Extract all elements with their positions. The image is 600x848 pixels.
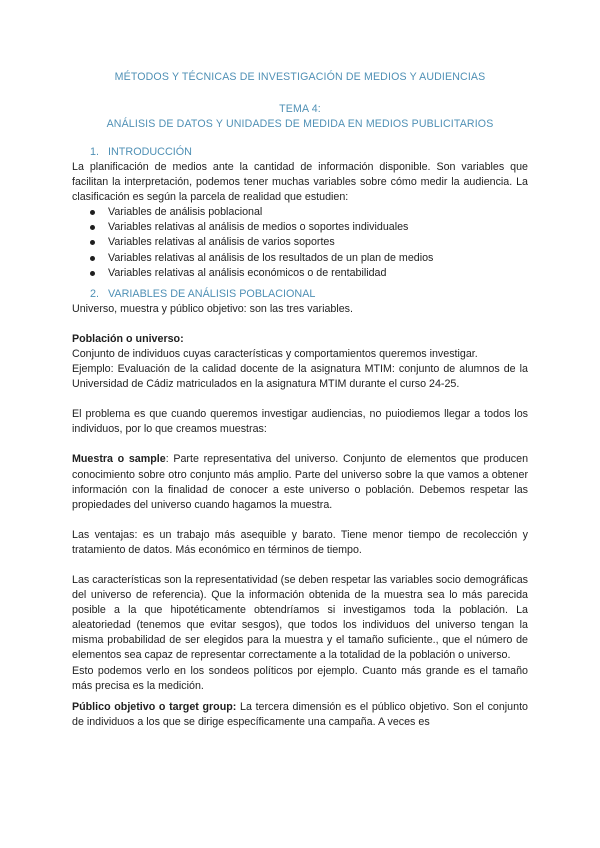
section-2-title: VARIABLES DE ANÁLISIS POBLACIONAL bbox=[108, 287, 316, 300]
course-title: MÉTODOS Y TÉCNICAS DE INVESTIGACIÓN DE MEDIOS Y AUDIENCIAS bbox=[114, 71, 486, 83]
list-item: Variables relativas al análisis económicos o de rentabilidad bbox=[72, 266, 528, 281]
list-item: Variables de análisis poblacional bbox=[72, 205, 528, 220]
poblacion-example: Ejemplo: Evaluación de la calidad docente de la asignatura MTIM: conjunto de alumnos de la Universidad de Cádiz matriculados en la asignatura MTIM durante el curso 24-25. bbox=[72, 363, 528, 391]
bullet-icon bbox=[90, 256, 95, 261]
section-1-number: 1. bbox=[90, 146, 100, 158]
section-2-number: 2. bbox=[90, 287, 100, 300]
poblacion-label: Población o universo: bbox=[72, 332, 184, 345]
publico-paragraph bbox=[72, 700, 528, 730]
bullet-icon bbox=[90, 271, 95, 276]
section-2-heading bbox=[72, 287, 528, 302]
caracteristicas-paragraph: Las características son la representatividad (se deben respetar las variables socio demográficas del universo de referencia). Que la información obtenida de la muestra sea lo más parecida posible a la que hipotéticamente obtendríamos si investigamos toda la población. La aleatoriedad (tenemos que evitar sesgos), que todos los individuos del universo tengan la misma probabilidad de ser elegidos para la muestra y el tamaño suficiente., que el número de elementos sea capaz de representar correctamente a la totalidad de la población o universo. bbox=[72, 573, 528, 662]
bullet-icon bbox=[90, 225, 95, 230]
list-item: Variables relativas al análisis de los resultados de un plan de medios bbox=[72, 251, 528, 266]
poblacion-definition: Conjunto de individuos cuyas características y comportamientos queremos investigar. bbox=[72, 347, 478, 360]
section-1-heading bbox=[72, 145, 528, 160]
section-1-title: INTRODUCCIÓN bbox=[108, 146, 192, 158]
muestra-text: : Parte representativa del universo. Conjunto de elementos que producen conocimiento sobre otro conjunto más amplio. Parte del universo sobre la que vamos a obtener información con la finalidad de conocer a este universo o población. Debemos respetar las propiedades del universo cuando hagamos la muestra. bbox=[72, 453, 529, 511]
topic-label: TEMA 4: bbox=[279, 103, 321, 115]
poblacion-paragraph bbox=[72, 332, 528, 347]
section-1-intro: La planificación de medios ante la cantidad de información disponible. Son variables que facilitan la interpretación, podemos tener muchas variables sobre cómo medir la audiencia. La clasificación es según la parcela de realidad que estudien: bbox=[72, 161, 528, 204]
problema-paragraph: El problema es que cuando queremos investigar audiencias, no puiodiemos llegar a todos los individuos, por lo que creamos muestras: bbox=[72, 408, 528, 436]
list-item: Variables relativas al análisis de varios soportes bbox=[72, 235, 528, 250]
bullet-icon bbox=[90, 210, 95, 215]
muestra-paragraph bbox=[72, 452, 528, 512]
publico-label: Público objetivo o target group: bbox=[72, 700, 237, 713]
sondeos-paragraph: Esto podemos verlo en los sondeos políticos por ejemplo. Cuanto más grande es el tamaño más precisa es la medición. bbox=[72, 664, 528, 692]
topic-title: ANÁLISIS DE DATOS Y UNIDADES DE MEDIDA EN MEDIOS PUBLICITARIOS bbox=[106, 118, 494, 130]
section-2-intro: Universo, muestra y público objetivo: son las tres variables. bbox=[72, 302, 353, 315]
list-item: Variables relativas al análisis de medios o soportes individuales bbox=[72, 220, 528, 235]
variables-list bbox=[72, 205, 528, 280]
publico-text: La tercera dimensión es el público objetivo. Son el conjunto de individuos a los que se dirige específicamente una campaña. A veces es bbox=[72, 700, 528, 728]
muestra-label: Muestra o sample bbox=[72, 453, 166, 466]
ventajas-paragraph: Las ventajas: es un trabajo más asequible y barato. Tiene menor tiempo de recolección y tratamiento de datos. Más económico en términos de tiempo. bbox=[72, 528, 528, 556]
bullet-icon bbox=[90, 240, 95, 245]
